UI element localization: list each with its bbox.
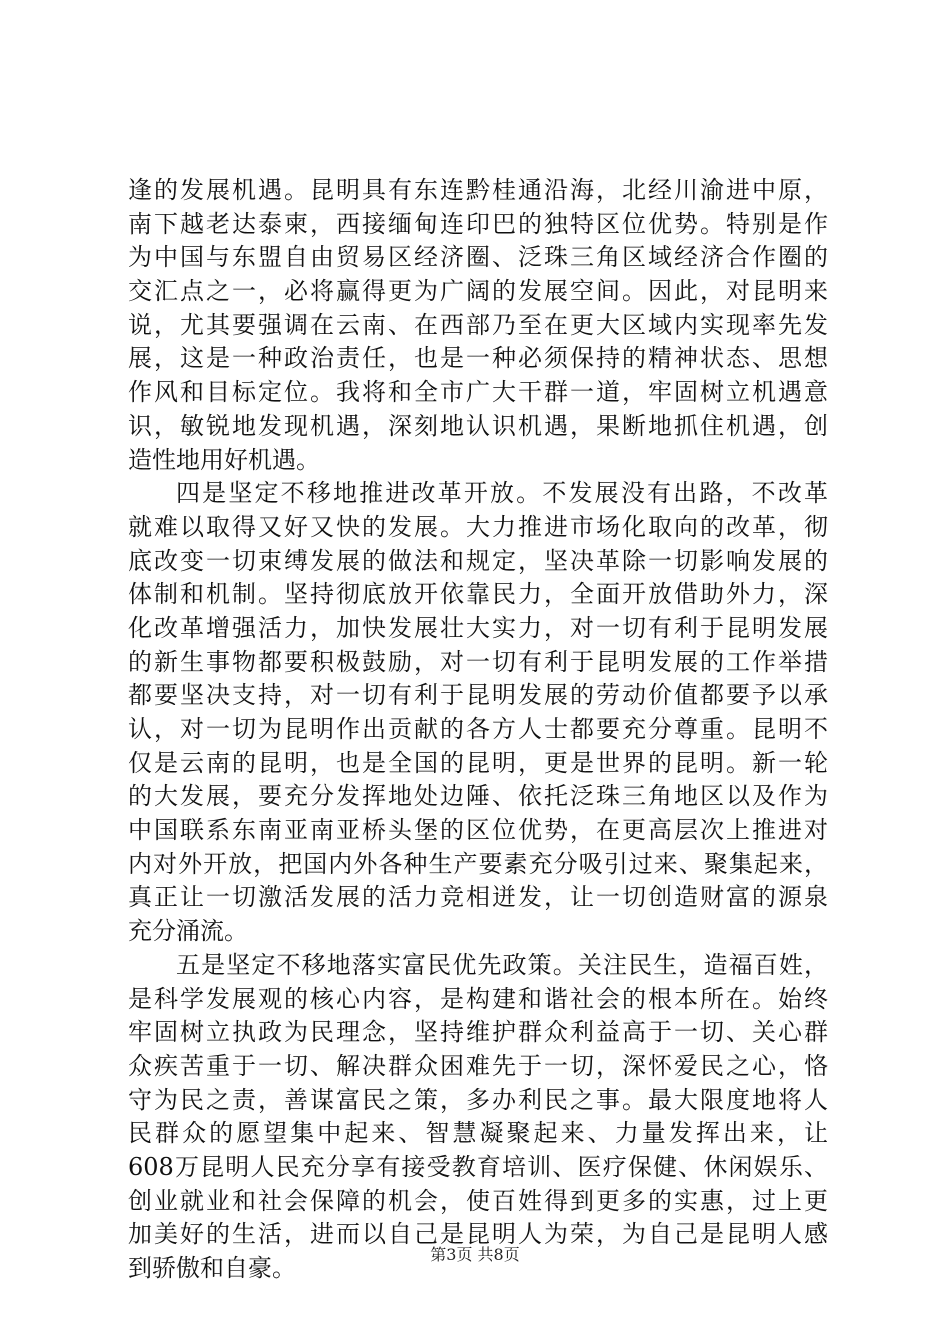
text-line: 造性地用好机遇。 — [128, 445, 320, 474]
text-line: 到骄傲和自豪。 — [128, 1254, 296, 1282]
text-line: 真正让一切激活发展的活力竞相迸发，让一切创造财富的源泉 — [128, 883, 828, 912]
text-line: 民群众的愿望集中起来、智慧凝聚起来、力量发挥出来，让 — [128, 1119, 828, 1148]
document-body — [128, 174, 828, 1286]
text-line: 认，对一切为昆明作出贡献的各方人士都要充分尊重。昆明不 — [128, 715, 828, 743]
text-line: 交汇点之一，必将赢得更为广阔的发展空间。因此，对昆明来 — [128, 277, 828, 306]
text-line: 化改革增强活力，加快发展壮大实力，对一切有利于昆明发展 — [128, 613, 828, 642]
paragraph-first-line: 五是坚定不移地落实富民优先政策。关注民生，造福百姓， — [176, 950, 828, 979]
text-line: 众疾苦重于一切、解决群众困难先于一切，深怀爱民之心，恪 — [128, 1051, 828, 1080]
text-line: 识，敏锐地发现机遇，深刻地认识机遇，果断地抓住机遇，创 — [128, 411, 828, 440]
text-line: 充分涌流。 — [128, 917, 248, 946]
text-line: 展，这是一种政治责任，也是一种必须保持的精神状态、思想 — [128, 344, 828, 373]
text-line: 为中国与东盟自由贸易区经济圈、泛珠三角区域经济合作圈的 — [128, 243, 828, 272]
text-line: 608万昆明人民充分享有接受教育培训、医疗保健、休闲娱乐、 — [128, 1152, 828, 1181]
text-line: 南下越老达泰柬，西接缅甸连印巴的独特区位优势。特别是作 — [128, 209, 828, 238]
text-line: 体制和机制。坚持彻底放开依靠民力，全面开放借助外力，深 — [128, 580, 828, 609]
paragraph-first-line: 四是坚定不移地推进改革开放。不发展没有出路，不改革 — [176, 479, 828, 508]
text-line: 创业就业和社会保障的机会，使百姓得到更多的实惠，过上更 — [128, 1186, 828, 1215]
text-line: 作风和目标定位。我将和全市广大干群一道，牢固树立机遇意 — [128, 378, 828, 407]
text-line: 的新生事物都要积极鼓励，对一切有利于昆明发展的工作举措 — [128, 647, 828, 676]
text-line: 加美好的生活，进而以自己是昆明人为荣，为自己是昆明人感 — [128, 1220, 828, 1249]
text-line: 牢固树立执政为民理念，坚持维护群众利益高于一切、关心群 — [128, 1018, 828, 1047]
text-line: 仅是云南的昆明，也是全国的昆明，更是世界的昆明。新一轮 — [128, 748, 828, 777]
text-line: 就难以取得又好又快的发展。大力推进市场化取向的改革，彻 — [128, 512, 828, 541]
text-line: 守为民之责，善谋富民之策，多办利民之事。最大限度地将人 — [128, 1085, 828, 1114]
text-line: 都要坚决支持，对一切有利于昆明发展的劳动价值都要予以承 — [128, 681, 828, 710]
text-line: 说，尤其要强调在云南、在西部乃至在更大区域内实现率先发 — [128, 310, 828, 339]
text-line: 底改变一切束缚发展的做法和规定，坚决革除一切影响发展的 — [128, 546, 828, 575]
text-line: 逢的发展机遇。昆明具有东连黔桂通沿海，北经川渝进中原， — [128, 176, 828, 204]
text-line: 的大发展，要充分发挥地处边陲、依托泛珠三角地区以及作为 — [128, 782, 828, 811]
page-number-footer: 第3页 共8页 — [430, 1245, 520, 1264]
text-line: 中国联系东南亚南亚桥头堡的区位优势，在更高层次上推进对 — [128, 816, 828, 845]
text-line: 内对外开放，把国内外各种生产要素充分吸引过来、聚集起来， — [128, 849, 828, 878]
text-line: 是科学发展观的核心内容，是构建和谐社会的根本所在。始终 — [128, 984, 828, 1013]
